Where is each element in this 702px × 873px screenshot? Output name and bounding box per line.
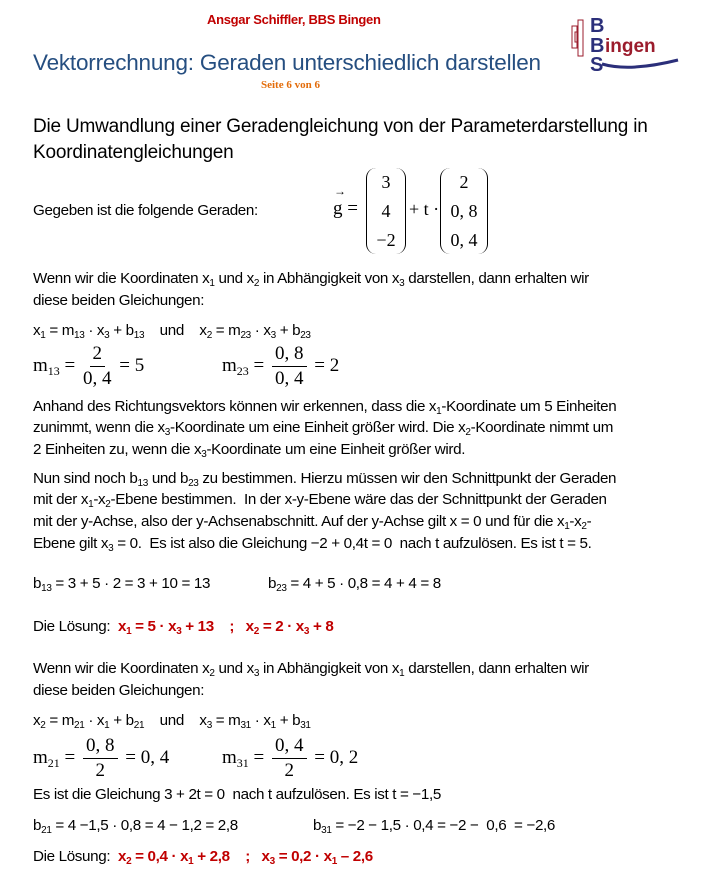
fraction-lhs: m xyxy=(33,746,48,768)
support-vector xyxy=(366,168,406,254)
fraction-lhs-subscript: 13 xyxy=(47,363,60,378)
paragraph-intro-1-line-2 xyxy=(33,292,204,309)
equals-sign: = xyxy=(59,746,80,768)
fraction xyxy=(83,734,118,783)
solution-equations xyxy=(118,848,373,865)
paragraph-intercept-line-4 xyxy=(33,535,592,552)
b13-calculation xyxy=(33,575,210,592)
t-equation xyxy=(33,786,441,803)
direction-x2: 0, 8 xyxy=(450,201,478,221)
paragraph-intro-2-line-2 xyxy=(33,682,204,699)
equation-line-1 xyxy=(33,322,311,339)
subscript: 3 xyxy=(270,330,276,341)
equals-sign: = xyxy=(248,746,269,768)
subscript: 23 xyxy=(276,583,287,594)
subscript: 2 xyxy=(105,499,111,510)
equals-sign: = xyxy=(347,198,358,219)
fraction-m21 xyxy=(33,734,169,783)
text-run: und x xyxy=(144,712,207,729)
subscript: 1 xyxy=(104,720,110,731)
text-run: - xyxy=(586,513,592,530)
text-run: = 4 −1,5 · 0,8 = 4 − 1,2 = 2,8 xyxy=(51,817,238,834)
denominator: 2 xyxy=(95,760,105,781)
subscript: 3 xyxy=(201,449,207,460)
text-run: = m xyxy=(211,322,241,339)
paragraph-direction-line-1 xyxy=(33,398,616,415)
text-run: -x xyxy=(569,513,582,530)
denominator: 0, 4 xyxy=(83,368,112,389)
text-run: + b xyxy=(109,322,134,339)
vector-g xyxy=(333,184,358,220)
text-run: b xyxy=(33,817,42,834)
text-run: + 2,8 ; x xyxy=(193,848,270,865)
b21-calculation xyxy=(33,817,238,834)
paragraph-intercept-line-1 xyxy=(33,470,616,487)
support-x1: 3 xyxy=(381,172,391,192)
equals-sign: = xyxy=(114,354,135,376)
text-run: · x xyxy=(250,322,271,339)
subscript: 2 xyxy=(581,521,587,532)
text-run: · x xyxy=(250,712,271,729)
subscript: 3 xyxy=(303,626,310,637)
subscript: 23 xyxy=(188,478,199,489)
text-run: diese beiden Gleichungen: xyxy=(33,682,205,699)
subscript: 1 xyxy=(436,406,442,417)
subscript: 1 xyxy=(209,278,215,289)
given-label: Gegeben ist die folgende Geraden: xyxy=(33,202,258,219)
fraction-lhs: m xyxy=(33,354,48,376)
solution-1 xyxy=(33,618,333,635)
subscript: 3 xyxy=(269,856,275,867)
text-run: -Koordinate um 5 Einheiten xyxy=(441,398,617,415)
subscript: 13 xyxy=(137,478,148,489)
text-run: · x xyxy=(84,322,105,339)
text-run: = −2 − 1,5 · 0,4 = −2 − 0,6 = −2,6 xyxy=(331,817,556,834)
text-run: mit der x xyxy=(33,491,89,508)
subscript: 1 xyxy=(270,720,276,731)
subscript: 1 xyxy=(40,330,46,341)
fraction-result: 0, 2 xyxy=(329,746,359,768)
text-run: = 0. Es ist also die Gleichung −2 + 0,4t = 0 nach t aufzulösen. Es ist t = 5. xyxy=(113,535,592,552)
denominator: 2 xyxy=(284,760,294,781)
fraction-result: 5 xyxy=(134,354,145,376)
solution-label: Die Lösung: xyxy=(33,848,111,865)
subscript: 2 xyxy=(209,668,215,679)
subscript: 1 xyxy=(331,856,337,867)
subscript: 3 xyxy=(399,278,405,289)
subscript: 1 xyxy=(188,856,194,867)
fraction-lhs: m xyxy=(222,746,237,768)
fraction xyxy=(272,342,307,391)
text-run: darstellen, dann erhalten wir xyxy=(404,270,589,287)
subscript: 31 xyxy=(321,825,332,836)
equals-sign: = xyxy=(120,746,141,768)
vector-name: → g xyxy=(333,184,346,219)
subscript: 2 xyxy=(253,626,259,637)
direction-vector xyxy=(440,168,488,254)
fraction-m13 xyxy=(33,342,144,391)
subscript: 31 xyxy=(300,720,311,731)
text-run: -Koordinate um eine Einheit größer wird. xyxy=(206,441,466,458)
text-run: Ebene gilt x xyxy=(33,535,109,552)
text-run: + 13 ; x xyxy=(181,618,254,635)
subscript: 23 xyxy=(240,330,251,341)
text-run: – 2,6 xyxy=(336,848,373,865)
subscript: 2 xyxy=(253,278,260,289)
text-run: = 5 · x xyxy=(131,618,177,635)
subscript: 13 xyxy=(41,583,52,594)
solution-2 xyxy=(33,848,373,865)
fraction-lhs-subscript: 31 xyxy=(236,755,249,770)
subscript: 1 xyxy=(564,521,570,532)
author: Ansgar Schiffler, BBS Bingen xyxy=(207,12,381,27)
numerator: 0, 8 xyxy=(272,342,307,367)
text-run: und b xyxy=(147,470,189,487)
text-run: + b xyxy=(275,712,301,729)
text-run: = m xyxy=(211,712,241,729)
text-run: x xyxy=(33,712,41,729)
subscript: 3 xyxy=(253,668,260,679)
fraction-lhs: m xyxy=(222,354,237,376)
fraction xyxy=(272,734,307,783)
text-run: = 2 · x xyxy=(258,618,304,635)
subscript: 1 xyxy=(399,668,405,679)
text-run: = 4 + 5 · 0,8 = 4 + 4 = 8 xyxy=(286,575,441,592)
text-run: und x xyxy=(144,322,207,339)
fraction-result: 0, 4 xyxy=(140,746,170,768)
text-run: und x xyxy=(214,660,254,677)
equals-sign: = xyxy=(59,354,80,376)
section-heading-line-1: Die Umwandlung einer Geradengleichung von der Parameterdarstellung in xyxy=(33,116,648,137)
paragraph-intro-2-line-1 xyxy=(33,660,589,677)
text-run: -Koordinate nimmt um xyxy=(470,419,614,436)
text-run: x xyxy=(117,848,127,865)
text-run: + b xyxy=(275,322,301,339)
numerator: 0, 8 xyxy=(83,734,118,759)
text-run: + 8 xyxy=(309,618,334,635)
text-run: zunimmt, wenn die x xyxy=(33,419,165,436)
solution-equations xyxy=(118,618,334,635)
fraction-m31 xyxy=(222,734,358,783)
paragraph-intercept-line-2 xyxy=(33,491,607,508)
subscript: 21 xyxy=(74,720,85,731)
subscript: 2 xyxy=(206,330,212,341)
fraction xyxy=(83,342,112,391)
text-run: b xyxy=(313,817,322,834)
text-run: b xyxy=(33,575,42,592)
text-run: = 0,2 · x xyxy=(274,848,332,865)
text-run: · x xyxy=(84,712,105,729)
subscript: 3 xyxy=(176,626,182,637)
subscript: 31 xyxy=(240,720,251,731)
svg-text:B: B xyxy=(590,15,605,37)
svg-text:ingen: ingen xyxy=(605,36,656,57)
text-run: x xyxy=(33,322,41,339)
fraction-result: 2 xyxy=(329,354,340,376)
b23-calculation xyxy=(268,575,441,592)
text-run: darstellen, dann erhalten wir xyxy=(404,660,589,677)
text-run: = m xyxy=(45,712,75,729)
subscript: 3 xyxy=(206,720,212,731)
text-run: Anhand des Richtungsvektors können wir erkennen, dass die x xyxy=(33,398,437,415)
text-run: x xyxy=(117,618,127,635)
equals-sign: = xyxy=(309,746,330,768)
subscript: 21 xyxy=(41,825,52,836)
text-run: = 0,4 · x xyxy=(131,848,189,865)
text-run: -x xyxy=(93,491,106,508)
bbs-bingen-logo xyxy=(570,14,682,74)
text-run: 2 Einheiten zu, wenn die x xyxy=(33,441,202,458)
direction-x3: 0, 4 xyxy=(450,230,478,250)
direction-x1: 2 xyxy=(459,172,469,192)
subscript: 13 xyxy=(74,330,85,341)
subscript: 2 xyxy=(126,856,132,867)
subscript: 23 xyxy=(300,330,311,341)
text-run: mit der y-Achse, also der y-Achsenabschnitt. Auf der y-Achse gilt x = 0 und für die x xyxy=(33,513,565,530)
equals-sign: = xyxy=(248,354,269,376)
subscript: 13 xyxy=(133,330,145,341)
text-run: zu bestimmen. Hierzu müssen wir den Schnittpunkt der Geraden xyxy=(198,470,617,487)
subscript: 3 xyxy=(164,427,170,438)
solution-label: Die Lösung: xyxy=(33,618,111,635)
text-run: b xyxy=(268,575,277,592)
equation-line-2 xyxy=(33,712,311,729)
text-run: in Abhängigkeit von x xyxy=(259,270,400,287)
subscript: 1 xyxy=(126,626,132,637)
equals-sign: = xyxy=(309,354,330,376)
text-run: Wenn wir die Koordinaten x xyxy=(33,660,210,677)
fraction-lhs-subscript: 23 xyxy=(236,363,249,378)
text-run: -Koordinate um eine Einheit größer wird. Die x xyxy=(170,419,466,436)
paragraph-intercept-line-3 xyxy=(33,513,591,530)
text-run: diese beiden Gleichungen: xyxy=(33,292,205,309)
text-run: = m xyxy=(45,322,75,339)
support-x2: 4 xyxy=(381,201,391,221)
subscript: 2 xyxy=(465,427,471,438)
text-run: Wenn wir die Koordinaten x xyxy=(33,270,210,287)
text-run: Es ist die Gleichung 3 + 2t = 0 nach t aufzulösen. Es ist t = −1,5 xyxy=(33,786,441,803)
denominator: 0, 4 xyxy=(275,368,304,389)
b31-calculation xyxy=(313,817,555,834)
subscript: 1 xyxy=(88,499,94,510)
page-title: Vektorrechnung: Geraden unterschiedlich darstellen xyxy=(33,50,541,75)
paragraph-direction-line-3 xyxy=(33,441,465,458)
subscript: 3 xyxy=(108,543,114,554)
numerator: 0, 4 xyxy=(272,734,307,759)
numerator: 2 xyxy=(90,342,106,367)
page-number: Seite 6 von 6 xyxy=(261,79,320,91)
subscript: 21 xyxy=(133,720,145,731)
section-heading-line-2: Koordinatengleichungen xyxy=(33,142,234,163)
plus-t: + t · xyxy=(409,199,440,219)
text-run: -Ebene bestimmen. In der x-y-Ebene wäre das der Schnittpunkt der Geraden xyxy=(110,491,607,508)
text-run: Nun sind noch b xyxy=(33,470,138,487)
subscript: 2 xyxy=(40,720,46,731)
paragraph-direction-line-2 xyxy=(33,419,613,436)
subscript: 3 xyxy=(104,330,110,341)
svg-text:S: S xyxy=(590,54,604,74)
support-x3: −2 xyxy=(376,230,396,250)
text-run: und x xyxy=(214,270,254,287)
fraction-m23 xyxy=(222,342,339,391)
text-run: in Abhängigkeit von x xyxy=(259,660,400,677)
text-run: + b xyxy=(109,712,134,729)
fraction-lhs-subscript: 21 xyxy=(47,755,60,770)
paragraph-intro-1-line-1 xyxy=(33,270,589,287)
text-run: = 3 + 5 · 2 = 3 + 10 = 13 xyxy=(51,575,211,592)
svg-text:B: B xyxy=(590,35,605,57)
